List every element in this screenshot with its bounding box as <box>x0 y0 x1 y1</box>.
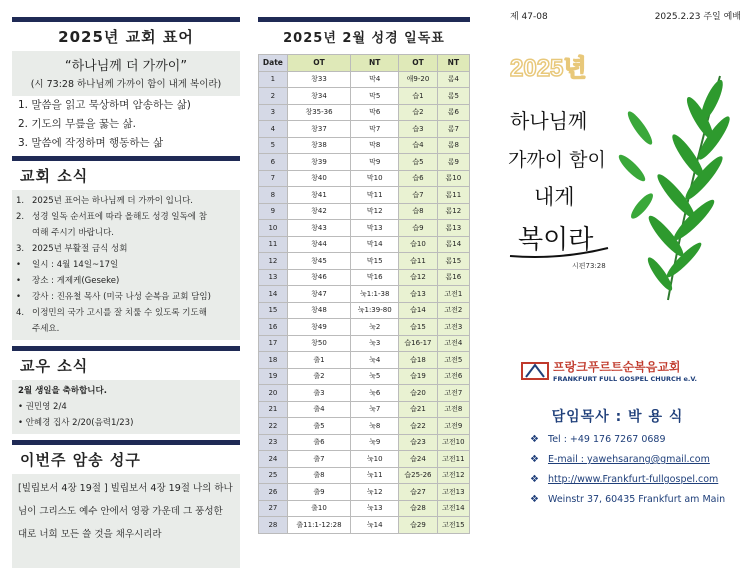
motto-box <box>12 51 240 96</box>
reading-cell: 습10 <box>399 236 438 253</box>
news-item: • 일시 : 4월 14일~17일 <box>16 260 119 270</box>
date-cell: 27 <box>259 500 288 517</box>
reading-cell: 고전5 <box>437 352 469 369</box>
date-cell: 18 <box>259 352 288 369</box>
contact-list <box>490 430 725 510</box>
church-news-heading: 교회 소식 <box>20 167 89 185</box>
reading-cell: 창33 <box>287 71 350 88</box>
reading-cell: 롬9 <box>437 154 469 171</box>
divider-bar <box>258 17 470 22</box>
reading-cell: 롬8 <box>437 137 469 154</box>
reading-cell: 습6 <box>399 170 438 187</box>
reading-cell: 고전3 <box>437 319 469 336</box>
contact-address: Weinstr 37, 60435 Frankfurt am Main <box>548 494 726 505</box>
reading-cell: 습3 <box>399 121 438 138</box>
table-row <box>259 220 470 237</box>
motto-title: “하나님께 더 가까이” <box>64 59 188 74</box>
reading-cell: 창45 <box>287 253 350 270</box>
reading-cell: 눅5 <box>351 368 399 385</box>
reading-cell: 습5 <box>399 154 438 171</box>
reading-cell: 롬15 <box>437 253 469 270</box>
table-row <box>259 302 470 319</box>
reading-cell: 롬5 <box>437 88 469 105</box>
date-cell: 10 <box>259 220 288 237</box>
calligraphy-line: 가까이 함이 <box>508 149 606 171</box>
member-news-heading: 교우 소식 <box>20 357 89 375</box>
col-ot2: OT <box>399 55 438 72</box>
table-row <box>259 170 470 187</box>
news-item: 2. 성경 일독 순서표에 따라 올해도 성경 일독에 참 <box>16 212 207 222</box>
reading-cell: 습20 <box>399 385 438 402</box>
table-row <box>259 500 470 517</box>
reading-cell: 롬7 <box>437 121 469 138</box>
reading-cell: 막7 <box>351 121 399 138</box>
date-cell: 25 <box>259 467 288 484</box>
reading-cell: 창48 <box>287 302 350 319</box>
col-ot: OT <box>287 55 350 72</box>
reading-cell: 롬16 <box>437 269 469 286</box>
table-row <box>259 517 470 534</box>
date-cell: 19 <box>259 368 288 385</box>
reading-cell: 애9-20 <box>399 71 438 88</box>
calligraphy-line: 하나님께 <box>510 109 588 133</box>
reading-cell: 출8 <box>287 467 350 484</box>
church-name-en: FRANKFURT FULL GOSPEL CHURCH e.V. <box>553 375 698 383</box>
table-row <box>259 71 470 88</box>
table-row <box>259 319 470 336</box>
date-cell: 11 <box>259 236 288 253</box>
service-date: 2025.2.23 주일 예배 <box>654 12 741 22</box>
reading-cell: 출9 <box>287 484 350 501</box>
reading-cell: 습14 <box>399 302 438 319</box>
date-cell: 1 <box>259 71 288 88</box>
news-item: 3. 2025년 부활절 금식 성회 <box>16 244 128 254</box>
reading-body <box>259 71 470 533</box>
date-cell: 4 <box>259 121 288 138</box>
church-news-box <box>12 190 240 340</box>
reading-cell: 습21 <box>399 401 438 418</box>
reading-cell: 창40 <box>287 170 350 187</box>
reading-cell: 출5 <box>287 418 350 435</box>
reading-cell: 습16-17 <box>399 335 438 352</box>
reading-cell: 고전14 <box>437 500 469 517</box>
reading-cell: 습15 <box>399 319 438 336</box>
contact-email[interactable]: E-mail : yawehsarang@gmail.com <box>548 454 710 465</box>
reading-cell: 습11 <box>399 253 438 270</box>
reading-cell: 습22 <box>399 418 438 435</box>
reading-cell: 고전11 <box>437 451 469 468</box>
reading-cell: 눅7 <box>351 401 399 418</box>
date-cell: 21 <box>259 401 288 418</box>
reading-cell: 막14 <box>351 236 399 253</box>
table-row <box>259 335 470 352</box>
reading-cell: 눅4 <box>351 352 399 369</box>
date-cell: 12 <box>259 253 288 270</box>
date-cell: 7 <box>259 170 288 187</box>
date-cell: 23 <box>259 434 288 451</box>
reading-cell: 롬11 <box>437 187 469 204</box>
reading-cell: 고전15 <box>437 517 469 534</box>
reading-cell: 습27 <box>399 484 438 501</box>
calligraphy-line: 복이라 <box>518 225 594 255</box>
motto-ref: (시 73:28 하나님께 가까이 함이 내게 복이라) <box>30 79 222 90</box>
reading-cell: 창46 <box>287 269 350 286</box>
table-row <box>259 401 470 418</box>
reading-cell: 눅2 <box>351 319 399 336</box>
member-news-title: 2월 생일을 축하합니다. <box>18 386 107 396</box>
table-row <box>259 236 470 253</box>
contact-phone: Tel : +49 176 7267 0689 <box>548 434 666 445</box>
reading-cell: 고전7 <box>437 385 469 402</box>
table-row <box>259 385 470 402</box>
calligraphy <box>508 109 606 255</box>
reading-cell: 습25-26 <box>399 467 438 484</box>
table-row <box>259 286 470 303</box>
reading-cell: 롬13 <box>437 220 469 237</box>
table-row <box>259 137 470 154</box>
issue-number: 제 47-08 <box>510 12 548 22</box>
col-nt: NT <box>351 55 399 72</box>
reading-cell: 고전6 <box>437 368 469 385</box>
reading-cell: 출1 <box>287 352 350 369</box>
news-item: 주세요. <box>32 324 60 334</box>
reading-table <box>258 54 470 534</box>
reading-cell: 고전8 <box>437 401 469 418</box>
reading-cell: 습28 <box>399 500 438 517</box>
table-row <box>259 418 470 435</box>
table-row <box>259 451 470 468</box>
date-cell: 2 <box>259 88 288 105</box>
reading-cell: 눅14 <box>351 517 399 534</box>
diamond-icon: ❖ <box>530 454 539 465</box>
contact-website[interactable]: http://www.Frankfurt-fullgospel.com <box>548 474 719 485</box>
reading-cell: 눅11 <box>351 467 399 484</box>
news-item: • 장소 : 게제케(Geseke) <box>16 276 120 286</box>
date-cell: 20 <box>259 385 288 402</box>
calligraphy-ref: 시편73:28 <box>572 262 606 270</box>
diamond-icon: ❖ <box>530 434 539 445</box>
divider-bar <box>12 17 240 22</box>
reading-cell: 습8 <box>399 203 438 220</box>
news-item: • 강사 : 진유철 목사 (미국 나성 순복음 교회 담임) <box>16 292 211 302</box>
date-cell: 14 <box>259 286 288 303</box>
date-cell: 26 <box>259 484 288 501</box>
cover-panel <box>490 0 745 505</box>
left-column <box>12 0 240 568</box>
reading-cell: 고전1 <box>437 286 469 303</box>
col-nt2: NT <box>437 55 469 72</box>
table-row <box>259 187 470 204</box>
reading-cell: 막8 <box>351 137 399 154</box>
table-row <box>259 154 470 171</box>
reading-cell: 창44 <box>287 236 350 253</box>
reading-cell: 창42 <box>287 203 350 220</box>
news-item: 1. 2025년 표어는 하나님께 더 가까이 입니다. <box>16 196 194 206</box>
date-cell: 24 <box>259 451 288 468</box>
reading-cell: 고전4 <box>437 335 469 352</box>
reading-cell: 창43 <box>287 220 350 237</box>
reading-cell: 창49 <box>287 319 350 336</box>
date-cell: 6 <box>259 154 288 171</box>
reading-cell: 창39 <box>287 154 350 171</box>
church-name-kr: 프랑크푸르트순복음교회 <box>553 360 681 374</box>
date-cell: 13 <box>259 269 288 286</box>
reading-cell: 습9 <box>399 220 438 237</box>
reading-cell: 눅9 <box>351 434 399 451</box>
member-item: • 권민영 2/4 <box>18 402 67 412</box>
reading-cell: 습18 <box>399 352 438 369</box>
reading-cell: 막13 <box>351 220 399 237</box>
divider-bar <box>12 156 240 161</box>
table-row <box>259 253 470 270</box>
date-cell: 9 <box>259 203 288 220</box>
diamond-icon: ❖ <box>530 494 539 505</box>
reading-cell: 습12 <box>399 269 438 286</box>
motto-item: 1. 말씀을 읽고 묵상하며 암송하는 삶) <box>18 99 191 111</box>
table-row <box>259 121 470 138</box>
reading-cell: 습7 <box>399 187 438 204</box>
reading-cell: 눅1:1-38 <box>351 286 399 303</box>
reading-cell: 출2 <box>287 368 350 385</box>
bible-reading-section <box>258 0 470 534</box>
motto-item: 2. 기도의 무릎을 꿇는 삶. <box>18 118 136 130</box>
reading-cell: 눅12 <box>351 484 399 501</box>
reading-cell: 막12 <box>351 203 399 220</box>
reading-cell: 습19 <box>399 368 438 385</box>
table-row <box>259 434 470 451</box>
table-row <box>259 352 470 369</box>
calligraphy-line: 내게 <box>534 185 575 209</box>
table-header-row <box>259 55 470 72</box>
issue-header <box>490 9 745 22</box>
reading-cell: 출11:1-12:28 <box>287 517 350 534</box>
reading-cell: 창50 <box>287 335 350 352</box>
reading-cell: 롬6 <box>437 104 469 121</box>
reading-cell: 롬4 <box>437 71 469 88</box>
table-row <box>259 104 470 121</box>
reading-cell: 창38 <box>287 137 350 154</box>
table-row <box>259 88 470 105</box>
reading-cell: 막9 <box>351 154 399 171</box>
date-cell: 28 <box>259 517 288 534</box>
motto-item: 3. 말씀에 작정하며 행동하는 삶 <box>18 137 164 149</box>
news-item: 여해 주시기 바랍니다. <box>32 228 115 238</box>
news-item: 4. 이정민의 국가 고시를 잘 치룰 수 있도록 기도해 <box>16 308 207 318</box>
reading-cell: 롬10 <box>437 170 469 187</box>
reading-cell: 습1 <box>399 88 438 105</box>
table-row <box>259 269 470 286</box>
reading-cell: 눅1:39-80 <box>351 302 399 319</box>
reading-cell: 창37 <box>287 121 350 138</box>
divider-bar <box>12 346 240 351</box>
reading-cell: 눅3 <box>351 335 399 352</box>
reading-cell: 창41 <box>287 187 350 204</box>
church-logo <box>520 358 697 383</box>
cover-artwork <box>490 38 745 338</box>
reading-cell: 롬14 <box>437 236 469 253</box>
reading-cell: 막4 <box>351 71 399 88</box>
memorize-text: [빌립보서 4장 19절 ] 빌립보서 4장 19절 나의 하나님이 그리스도 예수 안에서 영광 가운데 그 풍성한 대로 너희 모든 쓸 것을 채우시리라 <box>12 474 240 568</box>
reading-cell: 막6 <box>351 104 399 121</box>
date-cell: 17 <box>259 335 288 352</box>
reading-cell: 출6 <box>287 434 350 451</box>
reading-cell: 막5 <box>351 88 399 105</box>
reading-cell: 습13 <box>399 286 438 303</box>
diamond-icon: ❖ <box>530 474 539 485</box>
reading-cell: 습4 <box>399 137 438 154</box>
memorize-heading: 이번주 암송 성구 <box>20 451 141 469</box>
reading-cell: 습24 <box>399 451 438 468</box>
reading-cell: 출4 <box>287 401 350 418</box>
reading-cell: 습29 <box>399 517 438 534</box>
reading-cell: 창34 <box>287 88 350 105</box>
member-item: • 안혜경 집사 2/20(음력1/23) <box>18 418 134 428</box>
motto-list <box>12 96 240 153</box>
table-row <box>259 467 470 484</box>
date-cell: 8 <box>259 187 288 204</box>
reading-cell: 고전2 <box>437 302 469 319</box>
church-logo-icon <box>520 359 550 383</box>
reading-cell: 눅10 <box>351 451 399 468</box>
reading-cell: 눅6 <box>351 385 399 402</box>
year-text: 2025년 <box>510 55 587 82</box>
reading-cell: 막15 <box>351 253 399 270</box>
leaf-icon <box>616 76 734 300</box>
reading-cell: 출10 <box>287 500 350 517</box>
reading-cell: 습2 <box>399 104 438 121</box>
reading-cell: 창47 <box>287 286 350 303</box>
reading-cell: 막10 <box>351 170 399 187</box>
table-row <box>259 203 470 220</box>
reading-cell: 출7 <box>287 451 350 468</box>
motto-heading: 2025년 교회 표어 <box>58 28 194 46</box>
date-cell: 22 <box>259 418 288 435</box>
reading-cell: 고전13 <box>437 484 469 501</box>
table-row <box>259 484 470 501</box>
reading-cell: 출3 <box>287 385 350 402</box>
reading-cell: 고전12 <box>437 467 469 484</box>
reading-cell: 막11 <box>351 187 399 204</box>
reading-cell: 고전9 <box>437 418 469 435</box>
date-cell: 3 <box>259 104 288 121</box>
reading-cell: 롬12 <box>437 203 469 220</box>
reading-cell: 막16 <box>351 269 399 286</box>
member-news-box <box>12 380 240 434</box>
date-cell: 5 <box>259 137 288 154</box>
reading-heading: 2025년 2월 성경 일독표 <box>283 31 445 46</box>
reading-cell: 창35-36 <box>287 104 350 121</box>
pastor-name: 담임목사 : 박 용 식 <box>551 409 684 425</box>
reading-cell: 고전10 <box>437 434 469 451</box>
date-cell: 16 <box>259 319 288 336</box>
reading-cell: 습23 <box>399 434 438 451</box>
date-cell: 15 <box>259 302 288 319</box>
reading-cell: 눅13 <box>351 500 399 517</box>
reading-cell: 눅8 <box>351 418 399 435</box>
col-date: Date <box>259 55 288 72</box>
table-row <box>259 368 470 385</box>
divider-bar <box>12 440 240 445</box>
